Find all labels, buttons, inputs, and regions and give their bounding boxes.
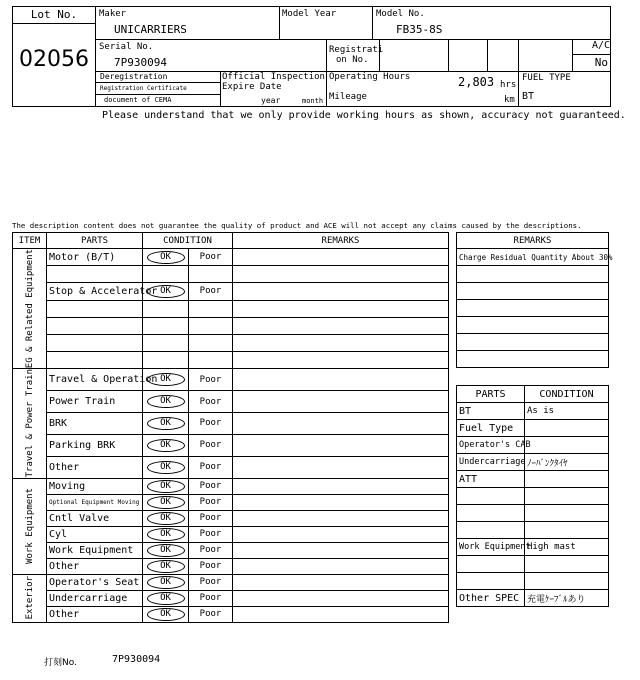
part-name: Other (47, 606, 143, 622)
registration-label-2: on No. (336, 55, 369, 65)
remarks-cell (233, 590, 449, 606)
table-row (457, 556, 609, 573)
part-name (457, 522, 525, 539)
maker-label: Maker (99, 9, 127, 19)
inspection-label-2: Expire Date (222, 82, 282, 92)
table-row (13, 317, 449, 334)
remarks-cell (233, 369, 449, 391)
ok-cell (143, 300, 189, 317)
part-name: Parking BRK (47, 434, 143, 456)
table-row (457, 505, 609, 522)
ok-cell (143, 590, 189, 606)
divider (487, 39, 488, 71)
condition-value (525, 471, 609, 488)
ok-cell (143, 574, 189, 590)
reg-cert-label: Registration Certificate (100, 85, 187, 92)
group-label: EG & Related Equipment (24, 249, 35, 369)
table-row (13, 558, 449, 574)
poor-cell (189, 412, 233, 434)
condition-value (525, 437, 609, 454)
ok-cell (143, 606, 189, 622)
remarks-cell (233, 249, 449, 266)
poor-label: Poor (199, 545, 222, 556)
poor-cell (189, 317, 233, 334)
condition-table (12, 232, 449, 623)
divider (372, 7, 373, 39)
part-name: Stop & Accelerator (47, 283, 143, 300)
table-row (13, 526, 449, 542)
poor-label: Poor (199, 418, 222, 429)
condition-value (525, 505, 609, 522)
column-header: CONDITION (143, 233, 233, 249)
condition-value: As is (525, 403, 609, 420)
ok-mark: OK (147, 395, 185, 408)
table-row (13, 606, 449, 622)
ok-mark: OK (147, 512, 185, 525)
ok-mark: OK (147, 251, 185, 264)
remarks-line (457, 317, 609, 334)
part-name (457, 556, 525, 573)
remarks-cell (233, 412, 449, 434)
poor-cell (189, 434, 233, 456)
part-name (47, 352, 143, 369)
table-row (457, 522, 609, 539)
part-name: Undercarriage (457, 454, 525, 471)
group-label-cell (13, 369, 47, 478)
condition-value: 充電ｹｰﾌﾞﾙあり (525, 590, 609, 607)
poor-label: Poor (199, 593, 222, 604)
ok-mark: OK (147, 560, 185, 573)
ok-cell (143, 542, 189, 558)
part-name: Work Equipment (47, 542, 143, 558)
remarks-cell (233, 283, 449, 300)
condition-value (525, 522, 609, 539)
part-name: Undercarriage (47, 590, 143, 606)
part-name (457, 573, 525, 590)
remarks-cell (233, 606, 449, 622)
condition-value: ﾉｰﾊﾞﾝｸﾀｲﾔ (525, 454, 609, 471)
lot-label: Lot No. (13, 7, 95, 24)
table-row (13, 590, 449, 606)
vehicle-info-box (95, 6, 611, 107)
remarks-cell (233, 526, 449, 542)
remarks-cell (233, 300, 449, 317)
remarks-table (456, 232, 613, 368)
ok-mark: OK (147, 528, 185, 541)
hours-value: 2,803 (458, 75, 495, 89)
ok-cell (143, 249, 189, 266)
divider (96, 82, 220, 83)
remarks-cell (233, 456, 449, 478)
column-header: ITEM (13, 233, 47, 249)
column-header: REMARKS (233, 233, 449, 249)
table-row (457, 454, 609, 471)
group-label-cell (13, 478, 47, 574)
condition-value (525, 488, 609, 505)
poor-label: Poor (199, 609, 222, 620)
part-name: Cntl Valve (47, 510, 143, 526)
part-name (457, 488, 525, 505)
part-name: Other (47, 558, 143, 574)
divider (326, 71, 327, 106)
poor-cell (189, 526, 233, 542)
poor-cell (189, 300, 233, 317)
group-label-cell (13, 249, 47, 369)
table-row (13, 352, 449, 369)
group-label: Exterior (24, 576, 35, 620)
table-row (13, 369, 449, 391)
model-no-value: FB35-8S (396, 23, 443, 36)
poor-cell (189, 369, 233, 391)
table-row (457, 334, 609, 351)
table-row (13, 542, 449, 558)
ok-cell (143, 434, 189, 456)
remarks-line (457, 351, 609, 368)
ok-mark: OK (147, 480, 185, 493)
table-row (457, 420, 609, 437)
part-name: Work Equipment (457, 539, 525, 556)
group-label: Work Equipment (24, 488, 35, 565)
poor-cell (189, 510, 233, 526)
part-name: Operator's CAB (457, 437, 525, 454)
ok-cell (143, 412, 189, 434)
remarks-cell (233, 542, 449, 558)
remarks-cell (233, 574, 449, 590)
divider (96, 94, 220, 95)
disclaimer: The description content does not guarantee the quality of product and ACE will not accept any claims caused by the descriptions. (12, 221, 582, 230)
remarks-cell (233, 558, 449, 574)
table-row (457, 283, 609, 300)
column-header: CONDITION (525, 386, 609, 403)
part-name: ATT (457, 471, 525, 488)
condition-value: High mast (525, 539, 609, 556)
mileage-label: Mileage (329, 92, 367, 102)
ok-cell (143, 456, 189, 478)
table-row (13, 434, 449, 456)
year-label: year (261, 96, 281, 105)
part-name (47, 300, 143, 317)
hours-label: Operating Hours (329, 72, 411, 82)
poor-cell (189, 456, 233, 478)
table-row (457, 437, 609, 454)
part-name: BT (457, 403, 525, 420)
column-header: PARTS (457, 386, 525, 403)
remarks-cell (233, 434, 449, 456)
table-row (457, 471, 609, 488)
poor-label: Poor (199, 577, 222, 588)
part-name: BRK (47, 412, 143, 434)
part-name (47, 334, 143, 351)
ok-mark: OK (147, 496, 185, 509)
lot-box (12, 6, 96, 107)
remarks-line (457, 300, 609, 317)
remarks-cell (233, 391, 449, 413)
condition-value (525, 556, 609, 573)
ok-cell (143, 510, 189, 526)
table-row (13, 456, 449, 478)
table-row (13, 412, 449, 434)
ok-cell (143, 369, 189, 391)
divider (518, 71, 519, 106)
condition-value (525, 420, 609, 437)
table-row (13, 283, 449, 300)
group-label-cell (13, 574, 47, 622)
poor-cell (189, 558, 233, 574)
poor-label: Poor (199, 374, 222, 385)
part-name (47, 266, 143, 283)
ok-mark: OK (147, 285, 185, 298)
part-name (47, 317, 143, 334)
poor-cell (189, 494, 233, 510)
poor-cell (189, 352, 233, 369)
header-row (457, 233, 609, 249)
divider (379, 39, 380, 71)
poor-cell (189, 590, 233, 606)
maker-value: UNICARRIERS (114, 23, 187, 36)
poor-label: Poor (199, 561, 222, 572)
part-name: Optional Equipment Moving (47, 494, 143, 510)
divider (279, 7, 280, 39)
poor-cell (189, 391, 233, 413)
table-row (457, 266, 609, 283)
poor-cell (189, 574, 233, 590)
remarks-line (457, 266, 609, 283)
ok-mark: OK (147, 417, 185, 430)
registration-label: Registrati (329, 45, 384, 55)
remarks-cell (233, 510, 449, 526)
ok-cell (143, 494, 189, 510)
table-row (457, 351, 609, 368)
serial-label: Serial No. (99, 42, 154, 52)
part-name (457, 505, 525, 522)
stamp-value: 7P930094 (112, 654, 161, 665)
part-name: Cyl (47, 526, 143, 542)
poor-cell (189, 283, 233, 300)
ac-value: No (594, 56, 608, 69)
remarks-cell (233, 266, 449, 283)
table-row (13, 334, 449, 351)
table-row (13, 494, 449, 510)
remarks-cell (233, 317, 449, 334)
poor-cell (189, 266, 233, 283)
poor-cell (189, 542, 233, 558)
divider (326, 39, 327, 71)
table-row (13, 249, 449, 266)
parts-condition-table (456, 385, 609, 607)
poor-label: Poor (199, 497, 222, 508)
ok-cell (143, 334, 189, 351)
table-row (13, 478, 449, 494)
part-name: Motor (B/T) (47, 249, 143, 266)
table-row (457, 488, 609, 505)
ok-mark: OK (147, 461, 185, 474)
table-row (13, 391, 449, 413)
table-row (457, 317, 609, 334)
poor-cell (189, 478, 233, 494)
group-label: Travel & Power Train (24, 369, 35, 478)
poor-label: Poor (199, 513, 222, 524)
poor-label: Poor (199, 286, 222, 297)
table-row (13, 300, 449, 317)
part-name: Travel & Operation (47, 369, 143, 391)
lot-number: 02056 (19, 47, 89, 72)
column-header: PARTS (47, 233, 143, 249)
ok-cell (143, 266, 189, 283)
stamp-label: 打刻No. (44, 658, 77, 668)
model-year-label: Model Year (282, 9, 337, 19)
table-row (457, 590, 609, 607)
table-row (13, 574, 449, 590)
mileage-unit: km (504, 95, 515, 105)
part-name: Other (47, 456, 143, 478)
ok-mark: OK (147, 592, 185, 605)
poor-label: Poor (199, 440, 222, 451)
part-name: Moving (47, 478, 143, 494)
condition-value (525, 573, 609, 590)
fuel-type-label: FUEL TYPE (522, 73, 571, 83)
poor-cell (189, 334, 233, 351)
table-row (13, 510, 449, 526)
remarks-cell (233, 478, 449, 494)
cema-label: document of CEMA (104, 96, 172, 104)
table-row (457, 300, 609, 317)
ok-mark: OK (147, 439, 185, 452)
ac-label: A/C (591, 40, 610, 51)
hours-unit: hrs (500, 80, 517, 90)
remarks-cell (233, 352, 449, 369)
ok-mark: OK (147, 608, 185, 621)
divider (448, 39, 449, 71)
poor-cell (189, 606, 233, 622)
part-name: Fuel Type (457, 420, 525, 437)
remarks-line: Charge Residual Quantity About 30% (457, 249, 609, 266)
dereg-label: Deregistration (100, 72, 168, 81)
ok-cell (143, 526, 189, 542)
part-name: Other SPEC (457, 590, 525, 607)
remarks-line (457, 283, 609, 300)
table-row (13, 266, 449, 283)
divider (518, 39, 519, 71)
poor-label: Poor (199, 396, 222, 407)
poor-cell (189, 249, 233, 266)
accuracy-notice: Please understand that we only provide working hours as shown, accuracy not guaranteed. (102, 110, 626, 121)
model-no-label: Model No. (376, 9, 425, 19)
poor-label: Poor (199, 252, 222, 263)
fuel-type-value: BT (522, 91, 535, 102)
divider (220, 71, 221, 106)
table-row (457, 573, 609, 590)
ok-cell (143, 352, 189, 369)
ok-cell (143, 391, 189, 413)
table-row (457, 539, 609, 556)
poor-label: Poor (199, 462, 222, 473)
header-row (13, 233, 449, 249)
remarks-cell (233, 494, 449, 510)
ok-cell (143, 283, 189, 300)
remarks-header: REMARKS (457, 233, 609, 249)
serial-value: 7P930094 (114, 56, 167, 69)
remarks-cell (233, 334, 449, 351)
ok-mark: OK (147, 576, 185, 589)
header-row (457, 386, 609, 403)
table-row (457, 249, 609, 266)
ok-cell (143, 317, 189, 334)
remarks-line (457, 334, 609, 351)
part-name: Power Train (47, 391, 143, 413)
poor-label: Poor (199, 529, 222, 540)
divider (572, 54, 610, 55)
table-row (457, 403, 609, 420)
ok-cell (143, 478, 189, 494)
ok-mark: OK (147, 373, 185, 386)
poor-label: Poor (199, 481, 222, 492)
month-label: month (302, 97, 324, 105)
ok-cell (143, 558, 189, 574)
inspection-label: Official Inspection (222, 72, 325, 82)
divider (96, 39, 610, 40)
ok-mark: OK (147, 544, 185, 557)
part-name: Operator's Seat (47, 574, 143, 590)
